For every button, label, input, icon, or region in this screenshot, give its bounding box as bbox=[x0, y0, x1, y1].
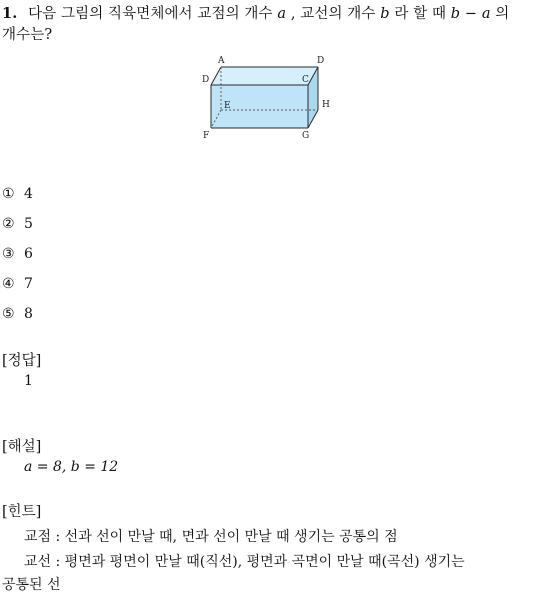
variable-b: b bbox=[380, 6, 390, 22]
question-line-2: 개수는? bbox=[2, 27, 53, 43]
vertex-label-c: C bbox=[302, 75, 309, 85]
question-text-b: , 교선의 개수 bbox=[290, 6, 376, 22]
explanation-text: a = 8, b = 12 bbox=[24, 459, 119, 475]
hint-line-3: 공통된 선 bbox=[2, 577, 61, 593]
vertex-label-a: A bbox=[218, 56, 225, 66]
choice-1[interactable] bbox=[2, 186, 33, 202]
choice-1-mark: ① bbox=[2, 186, 15, 202]
vertex-label-d-back: D bbox=[317, 56, 325, 66]
choice-2-mark: ② bbox=[2, 216, 15, 232]
choice-1-value: 4 bbox=[24, 186, 33, 202]
choice-5-value: 8 bbox=[24, 306, 33, 322]
choice-3-mark: ③ bbox=[2, 246, 15, 262]
choice-4[interactable] bbox=[2, 276, 33, 292]
choice-2[interactable] bbox=[2, 216, 33, 232]
explanation-header: [해설] bbox=[2, 439, 42, 455]
vertex-label-f: F bbox=[203, 131, 210, 141]
choice-3-value: 6 bbox=[24, 246, 33, 262]
choice-5-mark: ⑤ bbox=[2, 306, 15, 322]
question-text-d: 의 bbox=[495, 6, 510, 22]
choice-5[interactable] bbox=[2, 306, 33, 322]
question-number: 1. bbox=[2, 5, 18, 22]
choice-3[interactable] bbox=[2, 246, 33, 262]
answer-value: 1 bbox=[24, 373, 33, 389]
vertex-label-d-front: D bbox=[202, 75, 210, 85]
choice-4-mark: ④ bbox=[2, 276, 15, 292]
question-text-a: 다음 그림의 직육면체에서 교점의 개수 bbox=[28, 6, 273, 22]
expression: b − a bbox=[450, 6, 491, 22]
choice-2-value: 5 bbox=[24, 216, 33, 232]
answer-header: [정답] bbox=[2, 353, 42, 369]
choice-4-value: 7 bbox=[24, 276, 33, 292]
hint-line-2: 교선 : 평면과 평면이 만날 때(직선), 평면과 곡면이 만날 때(곡선) 생기는 bbox=[24, 554, 465, 570]
hint-header: [힌트] bbox=[2, 504, 42, 520]
vertex-label-g: G bbox=[302, 131, 310, 141]
question-line-1 bbox=[2, 2, 509, 23]
variable-a: a bbox=[277, 6, 287, 22]
cuboid-figure bbox=[196, 52, 342, 142]
question-text-c: 라 할 때 bbox=[394, 6, 447, 22]
vertex-label-h: H bbox=[322, 100, 330, 110]
hint-line-1: 교점 : 선과 선이 만날 때, 면과 선이 만날 때 생기는 공통의 점 bbox=[24, 529, 398, 545]
vertex-label-e: E bbox=[224, 101, 231, 111]
